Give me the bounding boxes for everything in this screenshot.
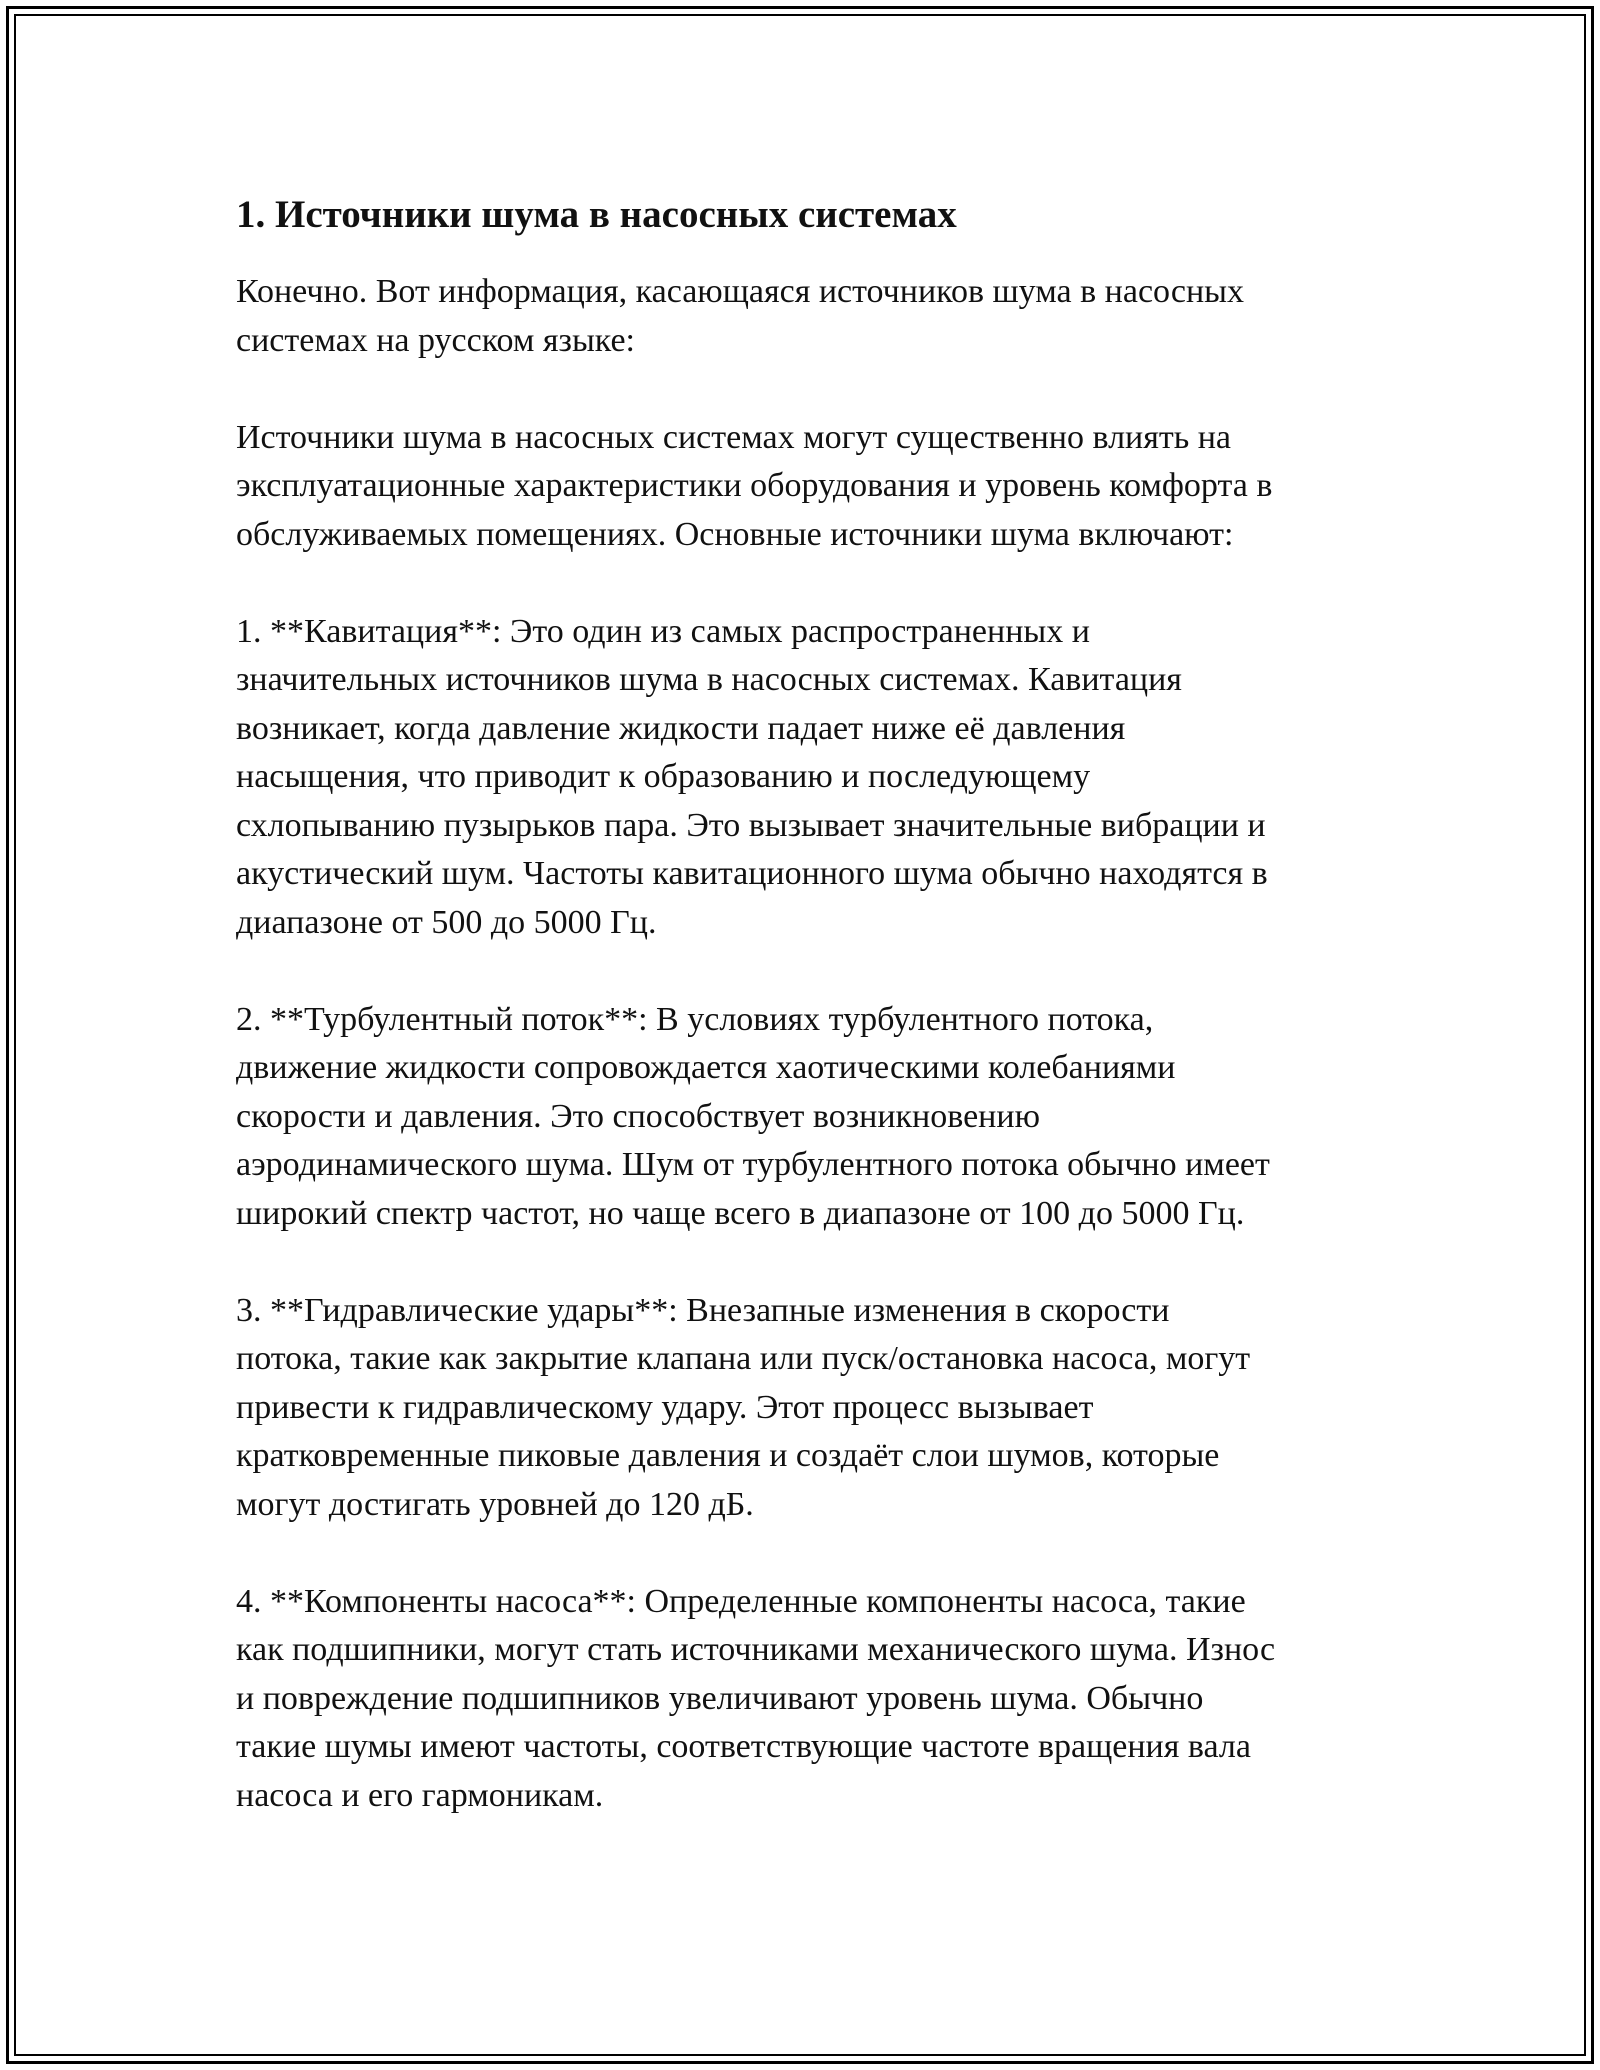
overview-paragraph: Источники шума в насосных системах могут существенно влиять на эксплуатационные характеристики оборудования и уровень комфорта в обслуживаемых помещениях. Основные источники шума включают: bbox=[236, 418, 1273, 553]
list-item-cavitation: 1. **Кавитация**: Это один из самых распространенных и значительных источников шума в насосных системах. Кавитация возникает, когда давление жидкости падает ниже её давления насыщения, что приводит к образованию и последующему схлопыванию пузырьков пара. Это вызывает значительные вибрации и акустический шум. Частоты кавитационного шума обычно находятся в диапазоне от 500 до 5000 Гц. bbox=[236, 612, 1268, 941]
list-item-turbulent-flow: 2. **Турбулентный поток**: В условиях турбулентного потока, движение жидкости сопровождается хаотическими колебаниями скорости и давления. Это способствует возникновению аэродинамического шума. Шум от турбулентного потока обычно имеет широкий спектр частот, но чаще всего в диапазоне от 100 до 5000 Гц. bbox=[236, 1000, 1270, 1232]
list-item-pump-components: 4. **Компоненты насоса**: Определенные компоненты насоса, такие как подшипники, могут стать источниками механического шума. Износ и повреждение подшипников увеличивают уровень шума. Обычно такие шумы имеют частоты, соответствующие частоте вращения вала насоса и его гармоникам. bbox=[236, 1582, 1276, 1814]
document-body bbox=[236, 190, 1376, 1869]
page-title: 1. Источники шума в насосных системах bbox=[236, 193, 957, 236]
list-item-water-hammer: 3. **Гидравлические удары**: Внезапные изменения в скорости потока, такие как закрытие клапана или пуск/остановка насоса, могут привести к гидравлическому удару. Этот процесс вызывает кратковременные пиковые давления и создаёт слои шумов, которые могут достигать уровней до 120 дБ. bbox=[236, 1291, 1251, 1523]
intro-paragraph: Конечно. Вот информация, касающаяся источников шума в насосных системах на русском языке: bbox=[236, 273, 1245, 359]
